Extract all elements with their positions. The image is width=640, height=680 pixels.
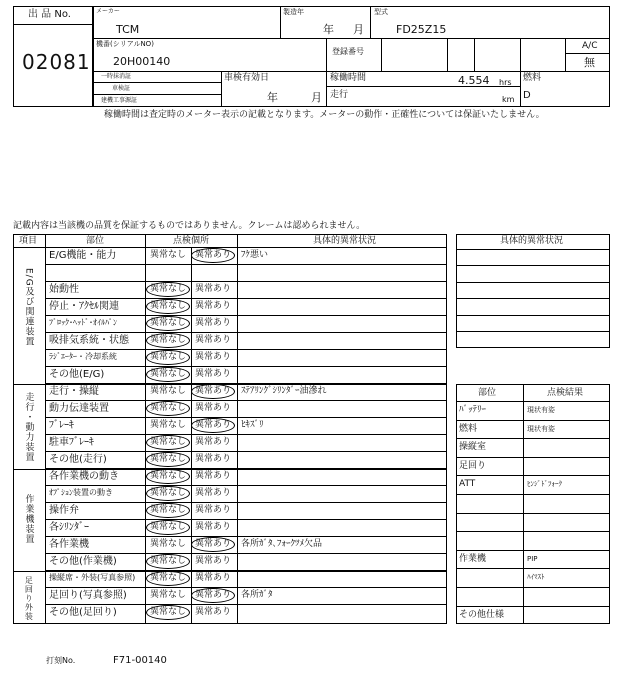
option-no-anomaly: 異常なし: [150, 284, 187, 294]
row-part: 停止・ｱｸｾﾙ関連: [49, 301, 119, 312]
row-part: 操縦席・外装(写真参照): [49, 573, 136, 582]
lot-number-label: 出 品 No.: [28, 9, 71, 20]
row-part: 各作業機: [49, 539, 89, 550]
ac-label: A/C: [582, 41, 598, 51]
option-anomaly: 異常あり: [195, 505, 232, 515]
option-no-anomaly: 異常なし: [150, 301, 187, 311]
option-anomaly: 異常あり: [195, 607, 232, 617]
group-label-engine: E/G及び関連装置: [23, 268, 34, 347]
option-anomaly: 異常あり: [195, 590, 232, 600]
header-detail: 具体的異常状況: [313, 236, 377, 246]
option-anomaly: 異常あり: [195, 556, 232, 566]
row-part: ﾌﾞﾚｰｷ: [49, 420, 74, 431]
lot-number-value: 02081: [22, 50, 91, 74]
row-part: その他(作業機): [49, 556, 117, 567]
option-anomaly: 異常あり: [195, 335, 232, 345]
group-label-drive: 走行・動力装置: [23, 392, 34, 462]
vehicle-info-table: [93, 6, 610, 107]
option-anomaly: 異常あり: [195, 437, 232, 447]
row-part: 動力伝達装置: [49, 403, 109, 414]
side-row-result: 現状有姿: [527, 406, 555, 414]
side-row-part: 操縦室: [459, 442, 487, 453]
year-unit: 年: [323, 23, 334, 36]
inspection-year-unit: 年: [267, 91, 278, 104]
selected-result-circle: [191, 248, 235, 263]
temp-permit-label: 一時抹消証: [101, 73, 132, 80]
selected-result-circle: [146, 469, 190, 484]
option-anomaly: 異常あり: [195, 454, 232, 464]
model-label: 型式: [374, 8, 388, 16]
option-anomaly: 異常あり: [195, 318, 232, 328]
option-anomaly: 異常あり: [195, 250, 232, 260]
side-row-part: 足回り: [459, 460, 487, 471]
selected-result-circle: [191, 588, 235, 603]
hours-label: 稼働時間: [330, 73, 367, 83]
row-detail: 各所ｶﾞﾀ: [241, 590, 273, 600]
hours-unit: hrs: [499, 78, 512, 87]
vehicle-permit-label: 車検証: [112, 85, 131, 92]
option-anomaly: 異常あり: [195, 386, 232, 396]
option-no-anomaly: 異常なし: [150, 454, 187, 464]
side-row-part: 燃料: [459, 423, 478, 434]
selected-result-circle: [191, 537, 235, 552]
option-anomaly: 異常あり: [195, 403, 232, 413]
option-no-anomaly: 異常なし: [150, 573, 187, 583]
option-no-anomaly: 異常なし: [150, 318, 187, 328]
row-part: 各ｼﾘﾝﾀﾞｰ: [49, 522, 89, 533]
header-check: 点検個所: [173, 236, 210, 246]
option-no-anomaly: 異常なし: [150, 539, 187, 549]
side-row-result: 現状有姿: [527, 424, 555, 433]
row-part: その他(走行): [49, 454, 107, 465]
option-no-anomaly: 異常なし: [150, 488, 187, 498]
model-value: FD25Z15: [396, 23, 447, 36]
fuel-value: D: [523, 90, 531, 101]
side-row-part: その他仕様: [459, 609, 505, 620]
option-no-anomaly: 異常なし: [150, 471, 187, 481]
row-part: その他(E/G): [49, 369, 105, 380]
side-row-result: ﾋﾝｼﾞﾄﾞﾌｫｰｸ: [527, 480, 562, 489]
km-label: 走行: [330, 90, 349, 100]
selected-result-circle: [146, 503, 190, 518]
option-anomaly: 異常あり: [195, 420, 232, 430]
option-anomaly: 異常あり: [195, 488, 232, 498]
selected-result-circle: [146, 452, 190, 467]
quality-disclaimer: 記載内容は当該機の品質を保証するものではありません。クレームは認められません。: [13, 221, 366, 231]
serial-label: 機番(シリアルNO): [96, 40, 154, 48]
selected-result-circle: [146, 520, 190, 535]
construction-permit-label: 建機工事源証: [101, 97, 138, 104]
option-anomaly: 異常あり: [195, 573, 232, 583]
option-no-anomaly: 異常なし: [150, 403, 187, 413]
row-part: E/G機能・能力: [49, 250, 117, 261]
option-no-anomaly: 異常なし: [150, 250, 187, 260]
option-anomaly: 異常あり: [195, 539, 232, 549]
fuel-label: 燃料: [523, 73, 542, 83]
option-no-anomaly: 異常なし: [150, 437, 187, 447]
row-part: その他(足回り): [49, 607, 117, 618]
side-row-part: ﾊﾞｯﾃﾘｰ: [459, 405, 487, 415]
selected-result-circle: [146, 350, 190, 365]
option-no-anomaly: 異常なし: [150, 386, 187, 396]
side-row-part: ATT: [459, 479, 476, 490]
header-category: 項目: [19, 236, 38, 246]
selected-result-circle: [146, 316, 190, 331]
option-no-anomaly: 異常なし: [150, 556, 187, 566]
maker-value: TCM: [116, 23, 140, 36]
row-part: 走行・操縦: [49, 386, 99, 397]
row-part: 駐車ﾌﾞﾚｰｷ: [49, 437, 94, 448]
option-no-anomaly: 異常なし: [150, 335, 187, 345]
option-no-anomaly: 異常なし: [150, 352, 187, 362]
serial-value: 20H00140: [113, 55, 171, 68]
side-row-part: 作業機: [459, 553, 487, 564]
hours-value: 4.554: [458, 74, 490, 87]
row-part: ｵﾌﾟｼｮﾝ装置の動き: [49, 488, 113, 497]
row-part: 始動性: [49, 284, 79, 295]
stamp-label: 打刻No.: [46, 656, 76, 665]
option-no-anomaly: 異常なし: [150, 369, 187, 379]
selected-result-circle: [146, 367, 190, 382]
selected-result-circle: [146, 401, 190, 416]
selected-result-circle: [146, 333, 190, 348]
row-part: 操作弁: [49, 505, 79, 516]
maker-label: メーカー: [96, 8, 120, 15]
row-detail: 各所ｶﾞﾀ､ﾌｫｰｸﾂﾒ欠品: [241, 539, 323, 549]
option-no-anomaly: 異常なし: [150, 505, 187, 515]
side-result-header: 点検結果: [547, 388, 584, 398]
group-label-work: 作業機装置: [23, 494, 34, 544]
option-no-anomaly: 異常なし: [150, 590, 187, 600]
option-no-anomaly: 異常なし: [150, 420, 187, 430]
option-anomaly: 異常あり: [195, 369, 232, 379]
selected-result-circle: [146, 605, 190, 620]
inspection-month-unit: 月: [311, 91, 322, 104]
selected-result-circle: [146, 299, 190, 314]
side-part-header: 部位: [478, 388, 497, 398]
row-part: 吸排気系統・状態: [49, 335, 129, 346]
option-anomaly: 異常あり: [195, 352, 232, 362]
km-unit: km: [502, 95, 515, 104]
row-part: 足回り(写真参照): [49, 590, 127, 601]
selected-result-circle: [146, 435, 190, 450]
year-label: 製造年: [283, 8, 304, 16]
selected-result-circle: [146, 571, 190, 586]
ac-value: 無: [584, 56, 595, 69]
selected-result-circle: [191, 384, 235, 399]
stamp-value: F71-00140: [113, 655, 167, 666]
row-detail: ｽﾃｱﾘﾝｸﾞｼﾘﾝﾀﾞｰ油滲れ: [241, 386, 327, 396]
option-anomaly: 異常あり: [195, 284, 232, 294]
selected-result-circle: [146, 486, 190, 501]
option-anomaly: 異常あり: [195, 471, 232, 481]
option-anomaly: 異常あり: [195, 301, 232, 311]
row-part: 各作業機の動き: [49, 471, 119, 482]
inspection-label: 車検有効日: [224, 73, 270, 83]
row-detail: ﾌｹ悪い: [241, 250, 269, 260]
hours-disclaimer: 稼働時間は査定時のメーター表示の記載となります。メーターの動作・正確性については保証いたしません。: [104, 110, 545, 120]
row-part: ﾌﾞﾛｯｸ･ﾍｯﾄﾞ･ｵｲﾙﾊﾟﾝ: [49, 318, 117, 327]
month-unit: 月: [353, 23, 364, 36]
selected-result-circle: [191, 418, 235, 433]
side-row-result: PIP: [527, 554, 538, 563]
selected-result-circle: [146, 554, 190, 569]
option-no-anomaly: 異常なし: [150, 607, 187, 617]
row-part: ﾗｼﾞｴｰﾀｰ・冷却系統: [49, 352, 117, 361]
option-no-anomaly: 異常なし: [150, 522, 187, 532]
row-detail: ﾋｷｽﾞﾘ: [241, 420, 264, 430]
selected-result-circle: [146, 282, 190, 297]
side-detail-header: 具体的異常状況: [500, 236, 564, 246]
header-part: 部位: [86, 236, 105, 246]
registration-label: 登録番号: [332, 47, 364, 56]
side-row-result: ﾊｲﾏｽﾄ: [527, 573, 545, 582]
option-anomaly: 異常あり: [195, 522, 232, 532]
group-label-undercarriage: 足回り外装: [24, 576, 34, 621]
